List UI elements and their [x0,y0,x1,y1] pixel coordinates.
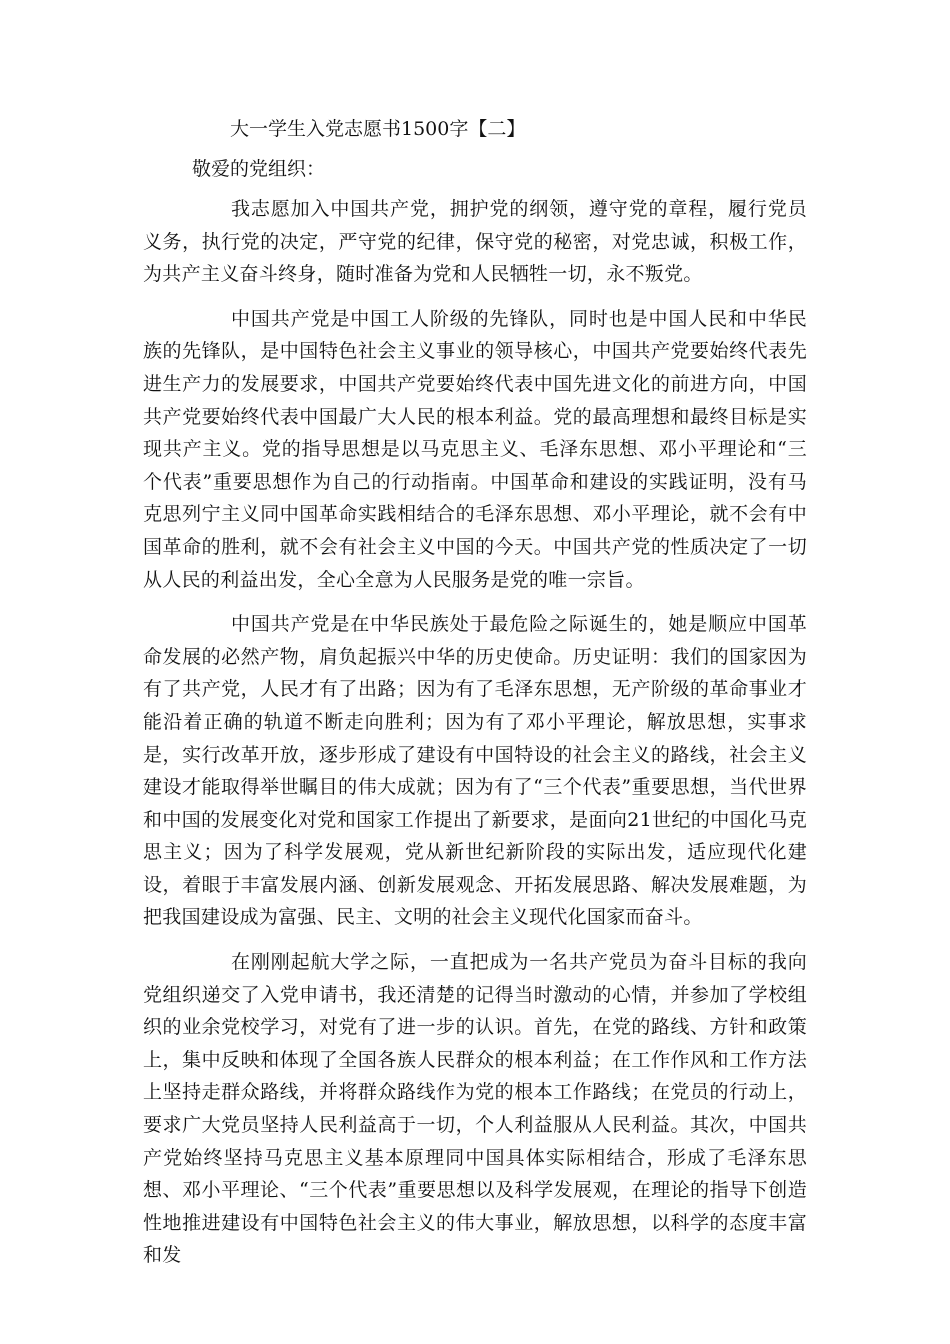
salutation: 敬爱的党组织： [192,158,326,180]
paragraph: 中国共产党是中国工人阶级的先锋队，同时也是中国人民和中华民族的先锋队，是中国特色社会主义事业的领导核心，中国共产党要始终代表先进生产力的发展要求，中国共产党要始终代表中国先进文化的前进方向，中国共产党要始终代表中国最广大人民的根本利益。党的最高理想和最终目标是实现共产主义。党的指导思想是以马克思主义、毛泽东思想、邓小平理论和“三个代表”重要思想作为自己的行动指南。中国革命和建设的实践证明，没有马克思列宁主义同中国革命实践相结合的毛泽东思想、邓小平理论，就不会有中国革命的胜利，就不会有社会主义中国的今天。中国共产党的性质决定了一切从人民的利益出发，全心全意为人民服务是党的唯一宗旨。 [143,307,807,591]
paragraph: 我志愿加入中国共产党，拥护党的纲领，遵守党的章程，履行党员义务，执行党的决定，严守党的纪律，保守党的秘密，对党忠诚，积极工作，为共产主义奋斗终身，随时准备为党和人民牺牲一切，永不叛党。 [143,198,807,286]
document-body [143,193,807,1284]
document-title: 大一学生入党志愿书1500字【二】 [230,118,526,140]
paragraph: 中国共产党是在中华民族处于最危险之际诞生的，她是顺应中国革命发展的必然产物，肩负起振兴中华的历史使命。历史证明：我们的国家因为有了共产党，人民才有了出路；因为有了毛泽东思想，无产阶级的革命事业才能沿着正确的轨道不断走向胜利；因为有了邓小平理论，解放思想，实事求是，实行改革开放，逐步形成了建设有中国特设的社会主义的路线，社会主义建设才能取得举世瞩目的伟大成就；因为有了“三个代表”重要思想，当代世界和中国的发展变化对党和国家工作提出了新要求，是面向21世纪的中国化马克思主义；因为了科学发展观，党从新世纪新阶段的实际出发，适应现代化建设，着眼于丰富发展内涵、创新发展观念、开拓发展思路、解决发展难题，为把我国建设成为富强、民主、文明的社会主义现代化国家而奋斗。 [143,613,807,929]
paragraph: 在刚刚起航大学之际，一直把成为一名共产党员为奋斗目标的我向党组织递交了入党申请书，我还清楚的记得当时激动的心情，并参加了学校组织的业余党校学习，对党有了进一步的认识。首先，在党的路线、方针和政策上，集中反映和体现了全国各族人民群众的根本利益；在工作作风和工作方法上坚持走群众路线，并将群众路线作为党的根本工作路线；在党员的行动上，要求广大党员坚持人民利益高于一切，个人利益服从人民利益。其次，中国共产党始终坚持马克思主义基本原理同中国具体实际相结合，形成了毛泽东思想、邓小平理论、“三个代表”重要思想以及科学发展观，在理论的指导下创造性地推进建设有中国特色社会主义的伟大事业，解放思想，以科学的态度丰富和发 [143,951,807,1267]
